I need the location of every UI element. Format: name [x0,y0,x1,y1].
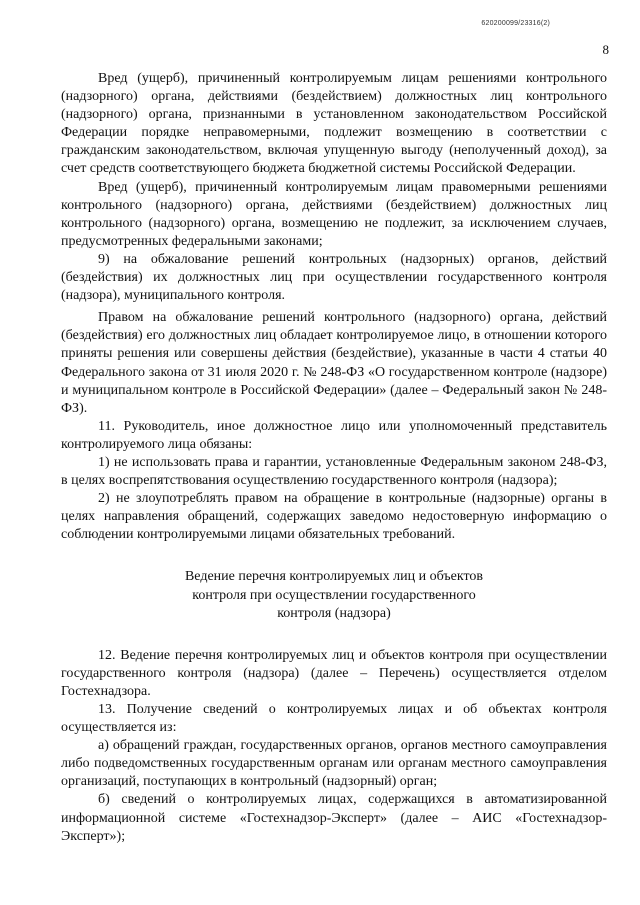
page-number: 8 [602,42,609,57]
section-heading-line: контроля при осуществлении государственного [192,587,476,603]
paragraph-item-11-2: 2) не злоупотреблять правом на обращение в контрольные (надзорные) органы в целях направления обращений, содержащих заведомо недостоверную информацию о соблюдении контролируемыми лицами обязательных требований. [61,491,607,543]
paragraph-right-to-appeal: Правом на обжалование решений контрольного (надзорного) органа, действий (бездействия) его должностных лиц обладает контролируемое лицо, в отношении которого приняты решения или совершены действия (бездействие), указанные в части 4 статьи 40 Федерального закона от 31 июля 2020 г. № 248-ФЗ «О государственном контроле (надзоре) и муниципальном контроле в Российской Федерации» (далее – Федеральный закон № 248-ФЗ). [61,310,607,416]
paragraph-item-13-a: а) обращений граждан, государственных органов, органов местного самоуправления либо подведомственных государственным органам или органам местного самоуправления организаций, поступающих в контрольный (надзорный) орган; [61,738,607,790]
paragraph-item-13-b: б) сведений о контролируемых лицах, содержащихся в автоматизированной информационной системе «Гостехнадзор-Эксперт» (далее – АИС «Гостехнадзор-Эксперт»); [61,792,607,844]
paragraph-item-9: 9) на обжалование решений контрольных (надзорных) органов, действий (бездействия) их должностных лиц при осуществлении государственного контроля (надзора), муниципального контроля. [61,251,607,304]
paragraph-item-11: 11. Руководитель, иное должностное лицо или уполномоченный представитель контролируемого лица обязаны: [61,418,607,452]
paragraph-damage-unlawful: Вред (ущерб), причиненный контролируемым лицам решениями контрольного (надзорного) органа, действиями (бездействием) должностных лиц контрольного (надзорного) органа, признанными в установленном законодательством Российской Федерации порядке неправомерными, подлежит возмещению в соответствии с гражданским законодательством, включая упущенную выгоду (неполученный доход), за счет средств соответствующего бюджета бюджетной системы Российской Федерации. [61,71,607,177]
document-body [61,70,607,846]
paragraph-item-11-1: 1) не использовать права и гарантии, установленные Федеральным законом 248-ФЗ, в целях воспрепятствования осуществлению государственного контроля (надзора); [61,454,607,489]
paragraph-item-13: 13. Получение сведений о контролируемых лицах и об объектах контроля осуществляется из: [61,702,607,736]
section-heading-line: Ведение перечня контролируемых лиц и объектов [184,569,484,585]
document-id: 620200099/23316(2) [481,20,550,27]
section-heading-line: контроля (надзора) [277,605,391,621]
section-heading [61,568,607,622]
paragraph-damage-lawful: Вред (ущерб), причиненный контролируемым лицам правомерными решениями контрольного (надзорного) органа, действиями (бездействием) должностных лиц контрольного (надзорного) органа, возмещению не подлежит, за исключением случаев, предусмотренных федеральными законами; [61,179,607,249]
paragraph-item-12: 12. Ведение перечня контролируемых лиц и объектов контроля при осуществлении государственного контроля (надзора) (далее – Перечень) осуществляется отделом Гостехнадзора. [61,647,607,699]
